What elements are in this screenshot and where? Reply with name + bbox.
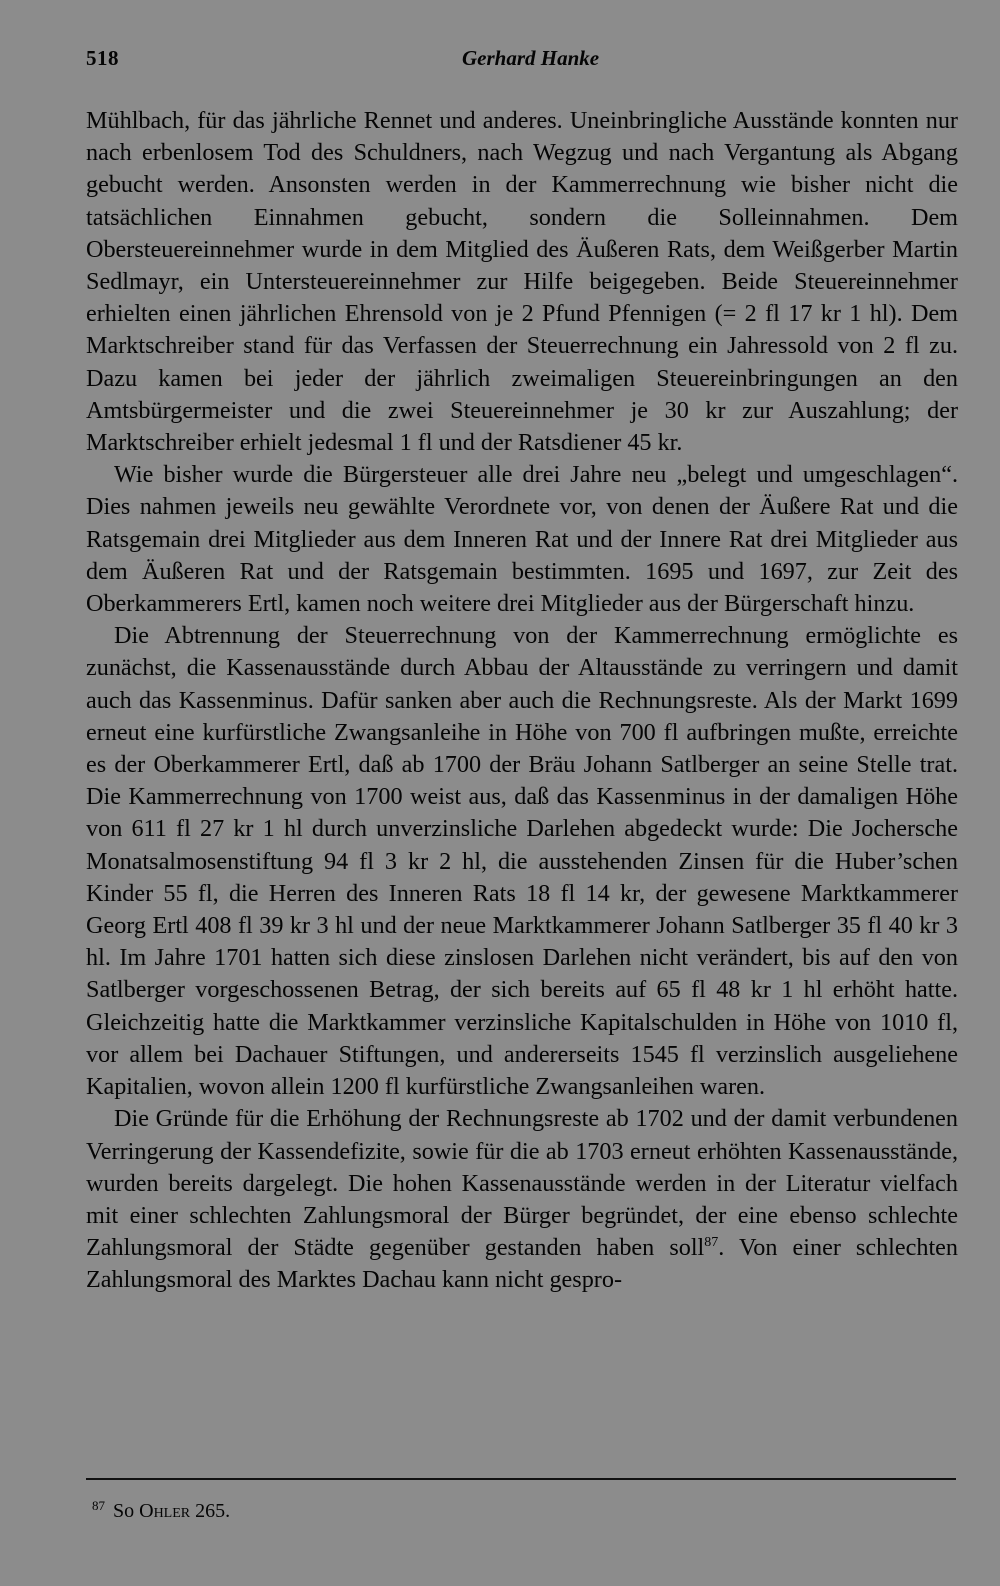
footnote-prefix: So: [113, 1500, 135, 1522]
running-head-author: Gerhard Hanke: [462, 46, 600, 70]
footnote-mark: 87: [92, 1498, 105, 1513]
body-text: [86, 105, 958, 1297]
footnote-divider: [86, 1478, 956, 1480]
footnote-page: 265.: [195, 1500, 231, 1522]
paragraph-4-tail-start: soll: [669, 1234, 705, 1262]
paragraph-1: Mühlbach, für das jährliche Rennet und anderes. Uneinbringliche Ausstände konnten nur nach erbenlosem Tod des Schuldners, nach Wegzug und nach Vergantung als Abgang gebucht werden. Ansonsten werden in der Kammerrechnung wie bisher nicht die tatsächlichen Einnahmen gebucht, sondern die Solleinnahmen. Dem Obersteuereinnehmer wurde in dem Mitglied des Äußeren Rats, dem Weißgerber Martin Sedlmayr, ein Untersteuereinnehmer zur Hilfe beigegeben. Beide Steuereinnehmer erhielten einen jährlichen Ehrensold von je 2 Pfund Pfennigen (= 2 fl 17 kr 1 hl). Dem Marktschreiber stand für das Verfassen der Steuerrechnung ein Jahressold von 2 fl zu. Dazu kamen bei jeder der jährlich zweimaligen Steuereinbringungen an den Amtsbürgermeister und die zwei Steuereinnehmer je 30 kr zur Auszahlung; der Marktschreiber erhielt jedesmal 1 fl und der Ratsdiener 45 kr.: [86, 107, 958, 457]
paragraph-4-text: Die Gründe für die Erhöhung der Rechnungsreste ab 1702 und der damit verbundenen Verringerung der Kassendefizite, sowie für die ab 1703 erneut erhöhten Kassenausstände, wurden bereits dargelegt. Die hohen Kassenausstände werden in der Literatur vielfach mit einer schlechten Zahlungsmoral der Bürger begründet, der eine ebenso schlechte Zahlungsmoral der Städte gegenüber gestanden haben: [86, 1105, 958, 1262]
page-number: 518: [86, 46, 119, 70]
paragraph-3: Die Abtrennung der Steuerrechnung von der Kammerrechnung ermöglichte es zunächst, die Kassenausstände durch Abbau der Altausstände zu verringern und damit auch das Kassenminus. Dafür sanken aber auch die Rechnungsreste. Als der Markt 1699 erneut eine kurfürstliche Zwangsanleihe in Höhe von 700 fl aufbringen mußte, erreichte es der Oberkammerer Ertl, daß ab 1700 der Bräu Johann Satlberger an seine Stelle trat. Die Kammerrechnung von 1700 weist aus, daß das Kassenminus in der damaligen Höhe von 611 fl 27 kr 1 hl durch unverzinsliche Darlehen abgedeckt wurde: Die Jochersche Monatsalmosenstiftung 94 fl 3 kr 2 hl, die ausstehenden Zinsen für die Huber’schen Kinder 55 fl, die Herren des Inneren Rats 18 fl 14 kr, der gewesene Marktkammerer Georg Ertl 408 fl 39 kr 3 hl und der neue Marktkammerer Johann Satlberger 35 fl 40 kr 3 hl. Im Jahre 1701 hatten sich diese zinslosen Darlehen nicht verändert, bis auf den von Satlberger vorgeschossenen Betrag, der sich bereits auf 65 fl 48 kr 1 hl erhöht hatte. Gleichzeitig hatte die Marktkammer verzinsliche Kapitalschulden in Höhe von 1010 fl, vor allem bei Dachauer Stiftungen, und andererseits 1545 fl verzinslich ausgeliehene Kapitalien, wovon allein 1200 fl kurfürstliche Zwangsanleihen waren.: [86, 622, 958, 1101]
footnote-author: Ohler: [139, 1500, 191, 1522]
paragraph-4: [86, 1103, 958, 1296]
page-header: [86, 46, 956, 76]
footnote-87: [92, 1494, 230, 1523]
footnote-reference[interactable]: 87: [704, 1235, 719, 1251]
paragraph-2: Wie bisher wurde die Bürgersteuer alle drei Jahre neu „belegt und umgeschlagen“. Dies nahmen jeweils neu gewählte Verordnete vor, von denen der Äußere Rat und die Ratsgemain drei Mitglieder aus dem Inneren Rat und der Innere Rat drei Mitglieder aus dem Äußeren Rat und der Ratsgemain bestimmten. 1695 und 1697, zur Zeit des Oberkammerers Ertl, kamen noch weitere drei Mitglieder aus der Bürgerschaft hinzu.: [86, 461, 958, 618]
paragraph-4-tail-end: . Von einer schlechten Zahlungsmoral des Marktes Dachau kann nicht gespro-: [86, 1234, 959, 1294]
